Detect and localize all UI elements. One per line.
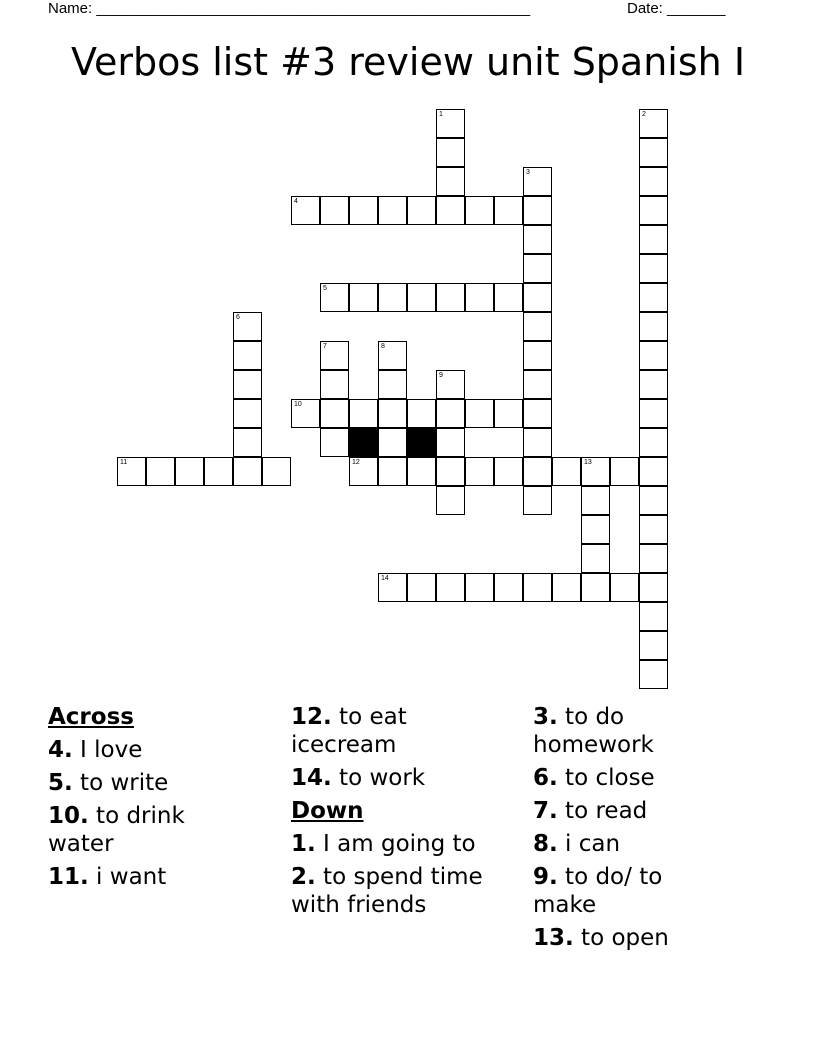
grid-cell[interactable] bbox=[523, 428, 552, 457]
grid-cell[interactable] bbox=[639, 138, 668, 167]
grid-cell[interactable] bbox=[465, 196, 494, 225]
grid-cell[interactable] bbox=[320, 341, 349, 370]
cell-number: 1 bbox=[439, 111, 443, 118]
clue-column-2 bbox=[291, 703, 526, 924]
grid-cell[interactable] bbox=[320, 399, 349, 428]
grid-cell[interactable] bbox=[639, 312, 668, 341]
name-field-label: Name: ____________________________________________________ bbox=[48, 0, 531, 17]
clue-across-5: 5. to write bbox=[48, 770, 169, 796]
grid-cell[interactable] bbox=[523, 341, 552, 370]
clue-down-3: 3. to do homework bbox=[533, 704, 654, 758]
clue-across-12: 12. to eat icecream bbox=[291, 704, 407, 758]
grid-cell[interactable] bbox=[436, 196, 465, 225]
grid-cell[interactable] bbox=[465, 573, 494, 602]
grid-cell[interactable] bbox=[349, 399, 378, 428]
grid-cell[interactable] bbox=[349, 196, 378, 225]
grid-cell[interactable] bbox=[639, 544, 668, 573]
grid-cell[interactable] bbox=[523, 457, 552, 486]
grid-cell[interactable] bbox=[639, 602, 668, 631]
grid-cell[interactable] bbox=[494, 573, 523, 602]
grid-cell[interactable] bbox=[291, 196, 320, 225]
grid-cell[interactable] bbox=[320, 428, 349, 457]
grid-cell[interactable] bbox=[552, 573, 581, 602]
grid-cell[interactable] bbox=[349, 283, 378, 312]
cell-number: 14 bbox=[381, 575, 389, 582]
cell-number: 5 bbox=[323, 285, 327, 292]
grid-cell[interactable] bbox=[349, 457, 378, 486]
grid-cell[interactable] bbox=[494, 196, 523, 225]
grid-cell[interactable] bbox=[581, 544, 610, 573]
grid-cell[interactable] bbox=[494, 457, 523, 486]
cell-number: 4 bbox=[294, 198, 298, 205]
grid-cell[interactable] bbox=[436, 486, 465, 515]
grid-cell[interactable] bbox=[378, 428, 407, 457]
grid-cell[interactable] bbox=[436, 138, 465, 167]
grid-cell[interactable] bbox=[639, 660, 668, 689]
down-heading: Down bbox=[291, 798, 364, 824]
black-square bbox=[407, 428, 436, 457]
clue-across-11: 11. i want bbox=[48, 864, 167, 890]
grid-cell[interactable] bbox=[523, 312, 552, 341]
clue-down-1: 1. I am going to bbox=[291, 831, 476, 857]
grid-cell[interactable] bbox=[320, 283, 349, 312]
grid-cell[interactable] bbox=[233, 341, 262, 370]
grid-cell[interactable] bbox=[291, 399, 320, 428]
grid-cell[interactable] bbox=[523, 254, 552, 283]
cell-number: 6 bbox=[236, 314, 240, 321]
grid-cell[interactable] bbox=[639, 428, 668, 457]
grid-cell[interactable] bbox=[465, 457, 494, 486]
grid-cell[interactable] bbox=[436, 283, 465, 312]
clue-across-10: 10. to drink water bbox=[48, 803, 185, 857]
grid-cell[interactable] bbox=[581, 515, 610, 544]
grid-cell[interactable] bbox=[523, 225, 552, 254]
grid-cell[interactable] bbox=[175, 457, 204, 486]
grid-cell[interactable] bbox=[523, 167, 552, 196]
grid-cell[interactable] bbox=[610, 573, 639, 602]
grid-cell[interactable] bbox=[378, 283, 407, 312]
grid-cell[interactable] bbox=[146, 457, 175, 486]
across-heading: Across bbox=[48, 704, 134, 730]
grid-cell[interactable] bbox=[378, 341, 407, 370]
cell-number: 7 bbox=[323, 343, 327, 350]
grid-cell[interactable] bbox=[407, 457, 436, 486]
cell-number: 12 bbox=[352, 459, 360, 466]
grid-cell[interactable] bbox=[233, 428, 262, 457]
grid-cell[interactable] bbox=[465, 283, 494, 312]
cell-number: 10 bbox=[294, 401, 302, 408]
grid-cell[interactable] bbox=[233, 370, 262, 399]
cell-number: 2 bbox=[642, 111, 646, 118]
cell-number: 9 bbox=[439, 372, 443, 379]
cell-number: 3 bbox=[526, 169, 530, 176]
grid-cell[interactable] bbox=[639, 399, 668, 428]
grid-cell[interactable] bbox=[610, 457, 639, 486]
date-field-label: Date: _______ bbox=[627, 0, 726, 17]
black-square bbox=[349, 428, 378, 457]
clue-down-6: 6. to close bbox=[533, 765, 655, 791]
grid-cell[interactable] bbox=[523, 196, 552, 225]
grid-cell[interactable] bbox=[494, 283, 523, 312]
cell-number: 13 bbox=[584, 459, 592, 466]
grid-cell[interactable] bbox=[204, 457, 233, 486]
cell-number: 11 bbox=[120, 459, 128, 466]
grid-cell[interactable] bbox=[639, 515, 668, 544]
grid-cell[interactable] bbox=[552, 457, 581, 486]
clue-column-3 bbox=[533, 703, 773, 957]
grid-cell[interactable] bbox=[407, 573, 436, 602]
grid-cell[interactable] bbox=[639, 573, 668, 602]
grid-cell[interactable] bbox=[523, 370, 552, 399]
grid-cell[interactable] bbox=[465, 399, 494, 428]
grid-cell[interactable] bbox=[581, 457, 610, 486]
grid-cell[interactable] bbox=[581, 573, 610, 602]
grid-cell[interactable] bbox=[523, 573, 552, 602]
clue-across-4: 4. I love bbox=[48, 737, 143, 763]
cell-number: 8 bbox=[381, 343, 385, 350]
grid-cell[interactable] bbox=[581, 486, 610, 515]
grid-cell[interactable] bbox=[320, 196, 349, 225]
grid-cell[interactable] bbox=[320, 370, 349, 399]
grid-cell[interactable] bbox=[117, 457, 146, 486]
grid-cell[interactable] bbox=[639, 167, 668, 196]
grid-cell[interactable] bbox=[378, 457, 407, 486]
grid-cell[interactable] bbox=[639, 109, 668, 138]
grid-cell[interactable] bbox=[407, 283, 436, 312]
grid-cell[interactable] bbox=[436, 573, 465, 602]
clue-down-13: 13. to open bbox=[533, 925, 669, 951]
clue-column-1 bbox=[48, 703, 278, 896]
grid-cell[interactable] bbox=[233, 457, 262, 486]
clue-down-8: 8. i can bbox=[533, 831, 621, 857]
grid-cell[interactable] bbox=[407, 399, 436, 428]
grid-cell[interactable] bbox=[639, 341, 668, 370]
grid-cell[interactable] bbox=[233, 399, 262, 428]
page-title: Verbos list #3 review unit Spanish I bbox=[70, 40, 746, 84]
grid-cell[interactable] bbox=[639, 631, 668, 660]
grid-cell[interactable] bbox=[436, 167, 465, 196]
clue-across-14: 14. to work bbox=[291, 765, 426, 791]
grid-cell[interactable] bbox=[639, 370, 668, 399]
grid-cell[interactable] bbox=[523, 486, 552, 515]
grid-cell[interactable] bbox=[436, 428, 465, 457]
grid-cell[interactable] bbox=[639, 283, 668, 312]
grid-cell[interactable] bbox=[436, 109, 465, 138]
grid-cell[interactable] bbox=[436, 399, 465, 428]
grid-cell[interactable] bbox=[639, 225, 668, 254]
grid-cell[interactable] bbox=[436, 457, 465, 486]
grid-cell[interactable] bbox=[494, 399, 523, 428]
grid-cell[interactable] bbox=[262, 457, 291, 486]
grid-cell[interactable] bbox=[639, 486, 668, 515]
grid-cell[interactable] bbox=[523, 399, 552, 428]
grid-cell[interactable] bbox=[436, 370, 465, 399]
grid-cell[interactable] bbox=[639, 196, 668, 225]
grid-cell[interactable] bbox=[639, 254, 668, 283]
clue-down-7: 7. to read bbox=[533, 798, 648, 824]
grid-cell[interactable] bbox=[378, 573, 407, 602]
grid-cell[interactable] bbox=[233, 312, 262, 341]
grid-cell[interactable] bbox=[407, 196, 436, 225]
grid-cell[interactable] bbox=[639, 457, 668, 486]
grid-cell[interactable] bbox=[378, 196, 407, 225]
grid-cell[interactable] bbox=[378, 370, 407, 399]
clue-down-9: 9. to do/ to make bbox=[533, 864, 663, 918]
grid-cell[interactable] bbox=[523, 283, 552, 312]
clue-down-2: 2. to spend time with friends bbox=[291, 864, 483, 918]
grid-cell[interactable] bbox=[378, 399, 407, 428]
